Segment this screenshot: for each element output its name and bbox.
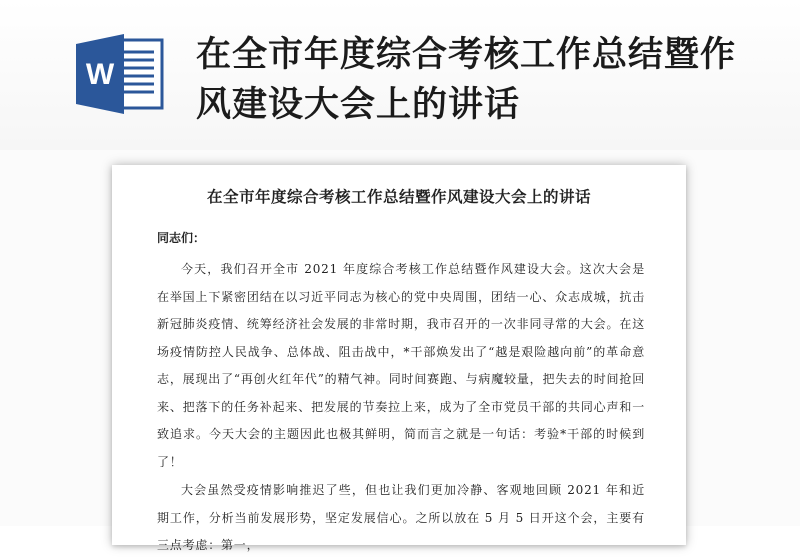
document-title: 在全市年度综合考核工作总结暨作风建设大会上的讲话 [206, 187, 591, 206]
word-document-icon [76, 34, 168, 114]
salutation: 同志们： [157, 231, 206, 245]
word-icon-letter: W [85, 58, 115, 91]
paragraph-1: 今天，我们召开全市 2021 年度综合考核工作总结暨作风建设大会。这次大会是在举国上下紧密团结在以习近平同志为核心的党中央周围，团结一心、众志成城，抗击新冠肺炎疫情、统筹经济社会发展的非常时期，我市召开的一次非同寻常的大会。在这场疫情防控人民战争、总体战、阻击战中，*干部焕发出了“越是艰险越向前”的革命意志，展现出了“再创火红年代”的精气神。同时间赛跑、与病魔较量，把失去的时间抢回来、把落下的任务补起来、把发展的节奏拉上来，成为了全市党员干部的共同心声和一致追求。今天大会的主题因此也极其鲜明，简而言之就是一句话：考验*干部的时候到了！ [157, 262, 645, 469]
document-page [112, 165, 686, 552]
paragraph-2: 大会虽然受疫情影响推迟了些，但也让我们更加冷静、客观地回顾 2021 年和近期工作，分析当前发展形势，坚定发展信心。之所以放在 5 月 5 日开这个会，主要有三点考虑：第一， [157, 483, 645, 552]
header-title: 在全市年度综合考核工作总结暨作风建设大会上的讲话 [196, 35, 737, 125]
header-banner [0, 0, 800, 150]
